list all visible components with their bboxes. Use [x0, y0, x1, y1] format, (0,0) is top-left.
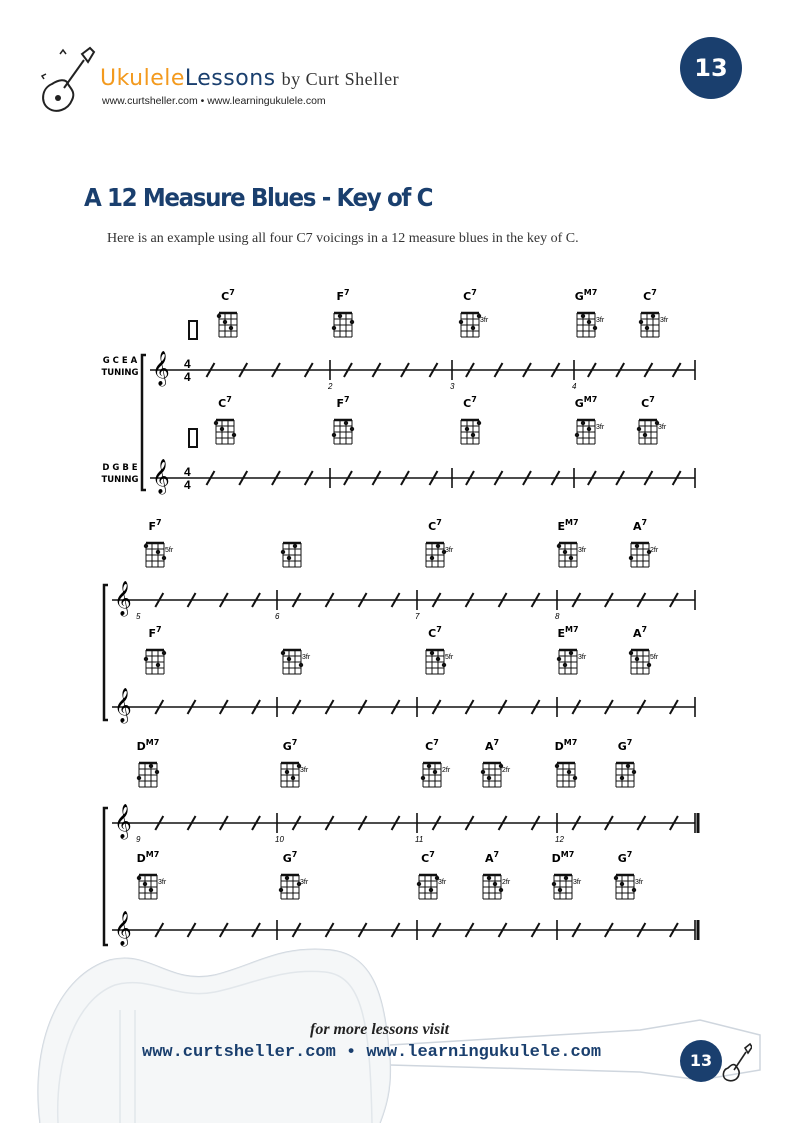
chord-dot	[433, 770, 437, 774]
chord-dot	[557, 544, 561, 548]
chord-dot	[581, 421, 585, 425]
chord-dot	[281, 651, 285, 655]
chord-dot	[647, 663, 651, 667]
chord-diagram	[137, 875, 157, 899]
chord-dot	[643, 433, 647, 437]
chord-dot	[427, 764, 431, 768]
fret-label: 3fr	[302, 654, 311, 661]
chord-dot	[162, 556, 166, 560]
chord-symbol-suffix: 7	[649, 395, 655, 404]
chord-dot	[626, 764, 630, 768]
chord-symbol: $F^7$	[148, 518, 162, 533]
chord-dot	[229, 326, 233, 330]
chord-symbol-suffix: 7	[641, 518, 648, 527]
chord-dot	[421, 776, 425, 780]
fret-label: 5fr	[445, 654, 454, 661]
chord-symbol-suffix: 7	[226, 395, 232, 404]
chord-symbol: $G^{M7}$	[574, 288, 598, 303]
measure-number: 11	[415, 835, 424, 844]
chord-dot	[557, 657, 561, 661]
chord-dot	[563, 550, 567, 554]
treble-clef-icon: 𝄞	[152, 459, 170, 494]
chord-symbol: $C^7$	[425, 738, 439, 753]
chord-dot	[564, 876, 568, 880]
chord-dot	[293, 544, 297, 548]
chord-dot	[465, 427, 469, 431]
page-title: A 12 Measure Blues - Key of C	[84, 183, 433, 212]
tuning-label: D G B E	[102, 463, 138, 473]
chord-dot	[471, 433, 475, 437]
chord-dot	[162, 651, 166, 655]
chord-symbol-suffix: 7	[343, 395, 350, 404]
chord-diagram	[281, 543, 301, 567]
fret-label: 3fr	[300, 767, 309, 774]
chord-dot	[567, 770, 571, 774]
chord-symbol-suffix: M7	[564, 625, 579, 634]
chord-symbol: $F^7$	[336, 288, 350, 303]
chord-symbol: $A^7$	[632, 625, 648, 640]
chord-dot	[332, 326, 336, 330]
chord-dot	[569, 651, 573, 655]
footer-visit-text: for more lessons visit	[310, 1021, 450, 1038]
chord-dot	[285, 876, 289, 880]
chord-symbol: $C^7$	[428, 625, 442, 640]
chord-symbol-suffix: M7	[583, 288, 598, 297]
chord-diagram	[281, 650, 303, 674]
chord-dot	[291, 776, 295, 780]
fret-label: 2fr	[502, 767, 511, 774]
chord-symbol-suffix: 7	[155, 518, 162, 527]
fret-label: 3fr	[300, 879, 309, 886]
fret-label: 3fr	[573, 879, 582, 886]
fret-label: 5fr	[650, 654, 659, 661]
chord-symbol: $F^7$	[336, 395, 350, 410]
brand-word-lessons: Lessons	[184, 66, 276, 91]
chord-dot	[436, 657, 440, 661]
chord-dot	[149, 888, 153, 892]
chord-dot	[350, 320, 354, 324]
chord-diagram	[575, 420, 595, 444]
chord-diagram	[616, 763, 636, 787]
fret-label: 3fr	[660, 317, 669, 324]
chord-dot	[645, 326, 649, 330]
chord-symbol: $G^{M7}$	[574, 395, 598, 410]
chord-dot	[575, 433, 579, 437]
chord-dot	[581, 314, 585, 318]
chord-diagram	[557, 650, 577, 674]
chord-symbol: $G^7$	[282, 850, 298, 865]
fret-label: 3fr	[596, 317, 605, 324]
intro-text: Here is an example using all four C7 voicings in a 12 measure blues in the key of C.	[107, 231, 579, 246]
chord-symbol: $C^7$	[428, 518, 442, 533]
chord-dot	[149, 764, 153, 768]
chord-symbol-suffix: 7	[436, 625, 442, 634]
chord-symbol-suffix: M7	[145, 738, 160, 747]
chord-symbol: $D^{M7}$	[136, 850, 160, 865]
fret-label: 2fr	[650, 547, 659, 554]
chord-diagram	[629, 543, 651, 567]
chord-dot	[144, 657, 148, 661]
measure-number: 12	[555, 835, 564, 844]
chord-dot	[143, 882, 147, 886]
chord-symbol-suffix: 7	[155, 625, 162, 634]
chord-symbol: $G^7$	[282, 738, 298, 753]
chord-dot	[629, 556, 633, 560]
chord-symbol: $A^7$	[632, 518, 648, 533]
chord-dot	[430, 556, 434, 560]
chord-diagram	[637, 420, 659, 444]
fret-label: 3fr	[596, 424, 605, 431]
chord-dot	[217, 314, 221, 318]
chord-dot	[499, 888, 503, 892]
chord-symbol-suffix: 7	[471, 288, 477, 297]
chord-dot	[220, 427, 224, 431]
chord-diagram	[214, 420, 236, 444]
measure-number: 10	[275, 835, 284, 844]
chord-dot	[487, 876, 491, 880]
chord-dot	[555, 764, 559, 768]
chord-symbol-suffix: M7	[563, 738, 578, 747]
chord-dot	[487, 776, 491, 780]
footer-ukulele-icon	[722, 1040, 752, 1082]
chord-symbol: $G^7$	[617, 850, 633, 865]
chord-dot	[137, 876, 141, 880]
chord-symbol-suffix: 7	[651, 288, 657, 297]
chord-dot	[573, 776, 577, 780]
fret-label: 3fr	[480, 317, 489, 324]
measure-number: 7	[415, 612, 420, 621]
chord-dot	[442, 663, 446, 667]
chord-symbol-suffix: 7	[343, 288, 350, 297]
chord-symbol: $C^7$	[221, 288, 235, 303]
chord-symbol: $F^7$	[148, 625, 162, 640]
uke-tuning-icon	[189, 429, 197, 447]
measure-number: 5	[136, 612, 141, 621]
chord-dot	[632, 770, 636, 774]
chord-symbol-suffix: 7	[626, 850, 633, 859]
chord-diagram	[421, 763, 441, 787]
chord-dot	[471, 326, 475, 330]
chord-symbol: $A^7$	[484, 738, 500, 753]
chord-symbol: $C^7$	[463, 395, 477, 410]
chord-dot	[338, 314, 342, 318]
uke-tuning-icon	[189, 321, 197, 339]
chord-dot	[155, 770, 159, 774]
fret-label: 3fr	[658, 424, 667, 431]
chord-diagram	[555, 763, 577, 787]
chord-dot	[569, 556, 573, 560]
time-sig-bottom: 4	[184, 478, 191, 492]
chord-dot	[156, 550, 160, 554]
chord-dot	[137, 776, 141, 780]
chord-symbol: $D^{M7}$	[554, 738, 578, 753]
chord-dot	[232, 433, 236, 437]
system-bracket	[104, 808, 108, 945]
chord-dot	[629, 651, 633, 655]
chord-symbol-suffix: 7	[493, 738, 500, 747]
chord-diagram	[614, 875, 636, 899]
measure-number: 4	[572, 382, 577, 391]
chord-symbol-suffix: M7	[560, 850, 575, 859]
measure-number: 9	[136, 835, 141, 844]
chord-dot	[632, 888, 636, 892]
chord-symbol: $C^7$	[641, 395, 655, 410]
chord-dot	[587, 320, 591, 324]
chord-dot	[614, 876, 618, 880]
treble-clef-icon: 𝄞	[114, 804, 132, 839]
chord-symbol: $D^{M7}$	[136, 738, 160, 753]
chord-symbol-suffix: M7	[583, 395, 598, 404]
chord-symbol-suffix: 7	[433, 738, 439, 747]
chord-dot	[637, 427, 641, 431]
chord-dot	[281, 550, 285, 554]
fret-label: 3fr	[445, 547, 454, 554]
fret-label: 3fr	[438, 879, 447, 886]
chord-symbol: $E^{M7}$	[557, 625, 579, 640]
measure-number: 2	[328, 382, 333, 391]
chord-symbol-suffix: 7	[291, 850, 298, 859]
tuning-label: G C E A	[102, 356, 138, 366]
chord-dot	[639, 320, 643, 324]
fret-label: 5fr	[165, 547, 174, 554]
treble-clef-icon: 𝄞	[114, 911, 132, 946]
system-bracket	[104, 585, 108, 720]
chord-dot	[620, 776, 624, 780]
chord-dot	[593, 326, 597, 330]
brand-urls: www.curtsheller.com • www.learningukulele.com	[102, 95, 326, 107]
chord-symbol-suffix: 7	[429, 850, 435, 859]
chord-dot	[417, 882, 421, 886]
chord-diagram	[332, 313, 354, 337]
chord-diagram	[483, 875, 503, 899]
chord-symbol-suffix: M7	[564, 518, 579, 527]
chord-diagram	[629, 650, 651, 674]
page-number-badge: 13	[680, 37, 742, 99]
chord-symbol: $C^7$	[421, 850, 435, 865]
chord-dot	[635, 544, 639, 548]
treble-clef-icon: 𝄞	[152, 351, 170, 386]
chord-dot	[477, 421, 481, 425]
chord-diagram	[552, 875, 572, 899]
chord-dot	[287, 657, 291, 661]
chord-symbol-suffix: 7	[229, 288, 235, 297]
chord-symbol: $E^{M7}$	[557, 518, 579, 533]
fret-label: 3fr	[158, 879, 167, 886]
fret-label: 2fr	[502, 879, 511, 886]
chord-dot	[651, 314, 655, 318]
chord-diagram	[557, 543, 577, 567]
chord-diagram	[461, 420, 481, 444]
chord-dot	[620, 882, 624, 886]
footer-page-badge: 13	[680, 1040, 722, 1082]
chord-symbol-suffix: 7	[436, 518, 442, 527]
chord-diagram	[459, 313, 481, 337]
chord-diagram	[217, 313, 237, 337]
fret-label: 3fr	[578, 654, 587, 661]
chord-symbol-suffix: 7	[471, 395, 477, 404]
chord-diagram	[639, 313, 659, 337]
measure-number: 6	[275, 612, 280, 621]
chord-dot	[558, 888, 562, 892]
chord-symbol: $C^7$	[643, 288, 657, 303]
chord-symbol: $D^{M7}$	[551, 850, 575, 865]
chord-symbol: $A^7$	[484, 850, 500, 865]
chord-dot	[493, 882, 497, 886]
chord-dot	[552, 882, 556, 886]
chord-diagram	[279, 875, 301, 899]
chord-dot	[587, 427, 591, 431]
time-sig-top: 4	[184, 357, 191, 371]
chord-dot	[635, 657, 639, 661]
chord-symbol: $C^7$	[463, 288, 477, 303]
chord-dot	[332, 433, 336, 437]
time-sig-bottom: 4	[184, 370, 191, 384]
brand-word-ukulele: Ukulele	[100, 66, 185, 91]
time-sig-top: 4	[184, 465, 191, 479]
chord-symbol-suffix: M7	[145, 850, 160, 859]
chord-dot	[156, 663, 160, 667]
tuning-label: TUNING	[101, 475, 139, 485]
chord-dot	[144, 544, 148, 548]
measure-number: 8	[555, 612, 560, 621]
chord-diagram	[577, 313, 597, 337]
chord-dot	[563, 663, 567, 667]
chord-symbol-suffix: 7	[291, 738, 298, 747]
chord-diagram	[426, 543, 446, 567]
chord-diagram	[417, 875, 439, 899]
footer-urls: www.curtsheller.com • www.learningukulele.com	[142, 1043, 602, 1062]
fret-label: 3fr	[635, 879, 644, 886]
chord-dot	[279, 888, 283, 892]
chord-diagram	[137, 763, 159, 787]
chord-diagram	[281, 763, 301, 787]
chord-dot	[481, 770, 485, 774]
chord-diagram	[481, 763, 503, 787]
chord-symbol: $C^7$	[218, 395, 232, 410]
chord-dot	[223, 320, 227, 324]
chord-dot	[350, 427, 354, 431]
fret-label: 3fr	[578, 547, 587, 554]
system-bracket	[142, 355, 146, 490]
chord-symbol-suffix: 7	[641, 625, 648, 634]
tuning-label: TUNING	[101, 368, 139, 378]
chord-diagram	[332, 420, 354, 444]
chord-dot	[430, 651, 434, 655]
chord-dot	[436, 544, 440, 548]
treble-clef-icon: 𝄞	[114, 688, 132, 723]
fret-label: 2fr	[442, 767, 451, 774]
chord-dot	[459, 320, 463, 324]
chord-dot	[287, 556, 291, 560]
chord-symbol-suffix: 7	[626, 738, 633, 747]
chord-symbol: $G^7$	[617, 738, 633, 753]
chord-dot	[299, 663, 303, 667]
chord-symbol-suffix: 7	[493, 850, 500, 859]
chord-diagram	[144, 650, 166, 674]
chord-dot	[429, 888, 433, 892]
chord-dot	[285, 770, 289, 774]
chord-dot	[214, 421, 218, 425]
chord-diagram	[144, 543, 166, 567]
brand-author: by Curt Sheller	[281, 69, 400, 89]
treble-clef-icon: 𝄞	[114, 581, 132, 616]
chord-diagram	[426, 650, 446, 674]
chord-dot	[344, 421, 348, 425]
measure-number: 3	[450, 382, 455, 391]
